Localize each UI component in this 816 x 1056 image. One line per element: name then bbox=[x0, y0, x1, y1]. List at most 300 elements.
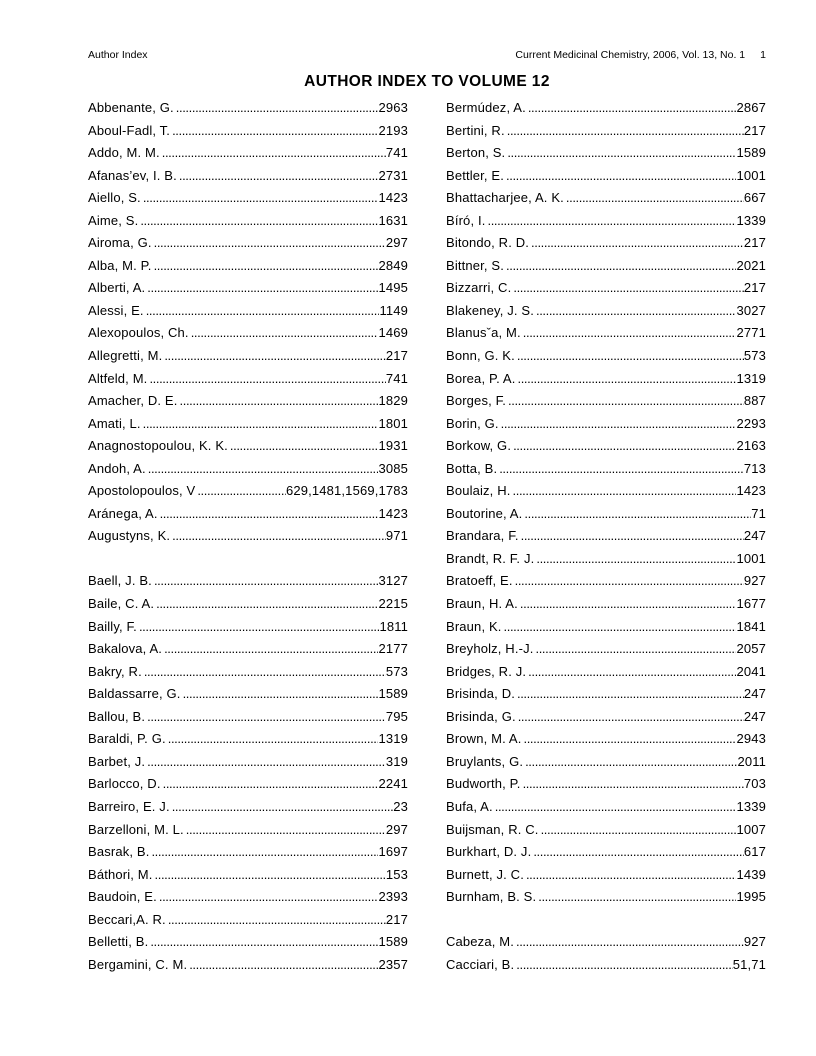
index-entry bbox=[88, 438, 408, 461]
page-numbers: 2771 bbox=[736, 325, 766, 341]
author-name: Bridges, R. J. bbox=[446, 663, 527, 679]
dot-leader bbox=[501, 416, 737, 431]
page-numbers: 2943 bbox=[736, 731, 766, 747]
author-name: Barlocco, D. bbox=[88, 776, 161, 792]
index-entry bbox=[88, 957, 408, 980]
dot-leader bbox=[150, 934, 378, 949]
index-entry bbox=[88, 280, 408, 303]
index-entry bbox=[88, 799, 408, 822]
dot-leader bbox=[155, 867, 386, 882]
index-entry bbox=[446, 506, 766, 529]
page-numbers: 247 bbox=[743, 528, 766, 544]
page-numbers: 1319 bbox=[378, 731, 408, 747]
author-name: Brandara, F. bbox=[446, 528, 519, 544]
dot-leader bbox=[143, 190, 379, 205]
index-entry bbox=[446, 483, 766, 506]
index-entry bbox=[88, 528, 408, 551]
author-name: Bergamini, C. M. bbox=[88, 956, 188, 972]
page-numbers: 1423 bbox=[378, 505, 408, 521]
index-entry bbox=[88, 190, 408, 213]
dot-leader bbox=[168, 731, 379, 746]
dot-leader bbox=[515, 573, 744, 588]
page-numbers: 927 bbox=[743, 934, 766, 950]
dot-leader bbox=[499, 461, 744, 476]
page-numbers: 2357 bbox=[378, 956, 408, 972]
author-name: Bitondo, R. D. bbox=[446, 235, 530, 251]
author-name: Braun, H. A. bbox=[446, 596, 518, 612]
index-entry bbox=[446, 145, 766, 168]
author-name: Bertini, R. bbox=[446, 122, 505, 138]
author-name: Allegretti, M. bbox=[88, 348, 163, 364]
page-number: 1 bbox=[760, 49, 766, 61]
author-name: Borin, G. bbox=[446, 415, 499, 431]
author-name: Bailly, F. bbox=[88, 618, 137, 634]
index-entry bbox=[88, 822, 408, 845]
dot-leader bbox=[528, 100, 737, 115]
index-entry bbox=[88, 325, 408, 348]
author-name: Baile, C. A. bbox=[88, 596, 155, 612]
page-numbers: 247 bbox=[743, 708, 766, 724]
author-name: Boutorine, A. bbox=[446, 505, 523, 521]
page-numbers: 2963 bbox=[378, 100, 408, 115]
author-name: Brisinda, D. bbox=[446, 686, 515, 702]
dot-leader bbox=[516, 934, 744, 949]
dot-leader bbox=[164, 641, 378, 656]
page-numbers: 1319 bbox=[736, 370, 766, 386]
dot-leader bbox=[508, 393, 744, 408]
page-numbers: 1339 bbox=[736, 212, 766, 228]
dot-leader bbox=[518, 709, 744, 724]
index-entry bbox=[446, 303, 766, 326]
dot-leader bbox=[517, 686, 744, 701]
author-name: Aránega, A. bbox=[88, 505, 158, 521]
author-name: Bakalova, A. bbox=[88, 641, 163, 657]
index-entry bbox=[88, 596, 408, 619]
index-entry bbox=[88, 145, 408, 168]
page-numbers: 2057 bbox=[736, 641, 766, 657]
index-entry bbox=[88, 619, 408, 642]
index-entry bbox=[88, 731, 408, 754]
index-entry bbox=[88, 754, 408, 777]
index-entry bbox=[446, 776, 766, 799]
index-entry bbox=[446, 709, 766, 732]
author-name: Beccari,A. R. bbox=[88, 911, 166, 927]
page-numbers: 217 bbox=[743, 235, 766, 251]
dot-leader bbox=[168, 912, 386, 927]
author-name: Alexopoulos, Ch. bbox=[88, 325, 189, 341]
page-numbers: 1001 bbox=[736, 550, 766, 566]
page-numbers: 2041 bbox=[736, 663, 766, 679]
index-entry bbox=[446, 934, 766, 957]
author-name: Budworth, P. bbox=[446, 776, 521, 792]
page-numbers: 23 bbox=[393, 798, 408, 814]
page-numbers: 319 bbox=[385, 753, 408, 769]
dot-leader bbox=[197, 483, 286, 498]
index-entry bbox=[446, 393, 766, 416]
index-column-left bbox=[88, 100, 408, 979]
author-name: Bizzarri, C. bbox=[446, 280, 512, 296]
page-numbers: 573 bbox=[743, 348, 766, 364]
author-name: Airoma, G. bbox=[88, 235, 152, 251]
index-entry bbox=[88, 393, 408, 416]
author-name: Barbet, J. bbox=[88, 753, 146, 769]
author-name: Bhattacharjee, A. K. bbox=[446, 190, 564, 206]
dot-leader bbox=[506, 258, 736, 273]
page-numbers: 2021 bbox=[736, 257, 766, 273]
author-name: Botta, B. bbox=[446, 460, 498, 476]
dot-leader bbox=[156, 596, 378, 611]
page-numbers: 573 bbox=[385, 663, 408, 679]
author-name: Burnett, J. C. bbox=[446, 866, 524, 882]
page-numbers: 71 bbox=[751, 505, 766, 521]
page-numbers: 1495 bbox=[378, 280, 408, 296]
dot-leader bbox=[140, 213, 378, 228]
dot-leader bbox=[172, 799, 394, 814]
page-numbers: 2849 bbox=[378, 257, 408, 273]
journal-citation: Current Medicinal Chemistry, 2006, Vol. 13, No. 1 bbox=[515, 49, 746, 61]
dot-leader bbox=[538, 889, 736, 904]
dot-leader bbox=[521, 528, 744, 543]
index-entry bbox=[88, 709, 408, 732]
dot-leader bbox=[172, 528, 386, 543]
dot-leader bbox=[513, 438, 736, 453]
index-entry bbox=[446, 731, 766, 754]
author-name: Altfeld, M. bbox=[88, 370, 148, 386]
author-name: Andoh, A. bbox=[88, 460, 146, 476]
dot-leader bbox=[516, 957, 732, 972]
page-numbers: 247 bbox=[743, 686, 766, 702]
author-name: Bufa, A. bbox=[446, 798, 493, 814]
dot-leader bbox=[143, 416, 379, 431]
author-name: Barzelloni, M. L. bbox=[88, 821, 184, 837]
author-name: Baraldi, P. G. bbox=[88, 731, 166, 747]
page-numbers: 795 bbox=[385, 708, 408, 724]
dot-leader bbox=[191, 325, 379, 340]
index-columns bbox=[88, 100, 766, 979]
dot-leader bbox=[520, 596, 737, 611]
page-numbers: 3127 bbox=[378, 573, 408, 589]
page-numbers: 2193 bbox=[378, 122, 408, 138]
dot-leader bbox=[525, 754, 737, 769]
dot-leader bbox=[163, 776, 379, 791]
index-entry bbox=[88, 573, 408, 596]
author-name: Baldassarre, G. bbox=[88, 686, 181, 702]
dot-leader bbox=[513, 280, 744, 295]
index-entry bbox=[88, 235, 408, 258]
author-name: Afanas’ev, I. B. bbox=[88, 167, 177, 183]
dot-leader bbox=[541, 822, 737, 837]
dot-leader bbox=[536, 551, 736, 566]
index-entry bbox=[446, 190, 766, 213]
page-numbers: 217 bbox=[743, 280, 766, 296]
index-entry bbox=[446, 280, 766, 303]
page-numbers: 887 bbox=[743, 393, 766, 409]
dot-leader bbox=[147, 280, 378, 295]
author-name: Addo, M. M. bbox=[88, 145, 160, 161]
index-entry bbox=[88, 100, 408, 123]
index-spacer-row bbox=[446, 912, 766, 935]
index-entry bbox=[446, 596, 766, 619]
dot-leader bbox=[523, 325, 737, 340]
author-name: Borkow, G. bbox=[446, 438, 512, 454]
author-name: Anagnostopoulou, K. K. bbox=[88, 438, 228, 454]
page-numbers: 1841 bbox=[736, 618, 766, 634]
index-entry bbox=[88, 844, 408, 867]
index-entry bbox=[88, 258, 408, 281]
index-entry bbox=[88, 483, 408, 506]
page-numbers: 1589 bbox=[736, 145, 766, 161]
page-numbers: 1589 bbox=[378, 934, 408, 950]
dot-leader bbox=[523, 776, 744, 791]
index-entry bbox=[446, 235, 766, 258]
page-numbers: 1439 bbox=[736, 866, 766, 882]
author-name: Boulaiz, H. bbox=[446, 483, 511, 499]
index-entry bbox=[446, 371, 766, 394]
index-entry bbox=[446, 168, 766, 191]
index-spacer-row bbox=[88, 551, 408, 574]
page-numbers: 667 bbox=[743, 190, 766, 206]
index-entry bbox=[88, 123, 408, 146]
author-name: Cacciari, B. bbox=[446, 956, 515, 972]
index-entry bbox=[88, 686, 408, 709]
page-numbers: 1801 bbox=[378, 415, 408, 431]
index-entry bbox=[446, 213, 766, 236]
index-entry bbox=[446, 619, 766, 642]
author-name: Blakeney, J. S. bbox=[446, 302, 534, 318]
page-numbers: 1677 bbox=[736, 596, 766, 612]
page-numbers: 3085 bbox=[378, 460, 408, 476]
page-numbers: 217 bbox=[743, 122, 766, 138]
dot-leader bbox=[180, 393, 379, 408]
index-entry bbox=[446, 528, 766, 551]
dot-leader bbox=[154, 573, 379, 588]
author-name: Basrak, B. bbox=[88, 844, 150, 860]
author-name: Alba, M. P. bbox=[88, 257, 152, 273]
author-name: Brandt, R. F. J. bbox=[446, 550, 535, 566]
author-name: Bettler, E. bbox=[446, 167, 505, 183]
index-entry bbox=[446, 123, 766, 146]
index-entry bbox=[446, 325, 766, 348]
author-name: Breyholz, H.-J. bbox=[446, 641, 534, 657]
page-numbers: 1931 bbox=[378, 438, 408, 454]
page-numbers: 1469 bbox=[378, 325, 408, 341]
page-numbers: 1001 bbox=[736, 167, 766, 183]
index-entry bbox=[88, 416, 408, 439]
dot-leader bbox=[533, 844, 744, 859]
page-numbers: 1339 bbox=[736, 798, 766, 814]
index-entry bbox=[446, 438, 766, 461]
author-name: Aiello, S. bbox=[88, 190, 141, 206]
dot-leader bbox=[518, 371, 737, 386]
dot-leader bbox=[139, 619, 380, 634]
author-name: Alberti, A. bbox=[88, 280, 146, 296]
index-entry bbox=[88, 641, 408, 664]
dot-leader bbox=[566, 190, 744, 205]
dot-leader bbox=[164, 348, 386, 363]
page-numbers: 713 bbox=[743, 460, 766, 476]
author-name: Borges, F. bbox=[446, 393, 507, 409]
author-name: Alessi, E. bbox=[88, 302, 144, 318]
dot-leader bbox=[536, 641, 737, 656]
page-numbers: 2011 bbox=[737, 753, 766, 769]
page-numbers: 741 bbox=[385, 370, 408, 386]
author-name: Brown, M. A. bbox=[446, 731, 522, 747]
dot-leader bbox=[488, 213, 737, 228]
page-numbers: 1149 bbox=[379, 302, 408, 318]
dot-leader bbox=[160, 506, 379, 521]
index-entry bbox=[446, 348, 766, 371]
index-entry bbox=[446, 641, 766, 664]
index-entry bbox=[88, 867, 408, 890]
page-numbers: 2163 bbox=[736, 438, 766, 454]
author-name: Braun, K. bbox=[446, 618, 502, 634]
author-name: Augustyns, K. bbox=[88, 528, 171, 544]
page-numbers: 1697 bbox=[378, 844, 408, 860]
index-entry bbox=[446, 957, 766, 980]
index-entry bbox=[88, 461, 408, 484]
dot-leader bbox=[146, 303, 380, 318]
page-numbers: 629,1481,1569,1783 bbox=[286, 483, 408, 499]
index-entry bbox=[88, 912, 408, 935]
index-entry bbox=[88, 889, 408, 912]
page-numbers: 2393 bbox=[378, 889, 408, 905]
dot-leader bbox=[183, 686, 379, 701]
author-name: Apostolopoulos, V bbox=[88, 483, 196, 499]
author-name: Baudoin, E. bbox=[88, 889, 157, 905]
page-numbers: 297 bbox=[385, 821, 408, 837]
page-numbers: 1631 bbox=[378, 212, 408, 228]
page-title: AUTHOR INDEX TO VOLUME 12 bbox=[304, 73, 550, 90]
dot-leader bbox=[151, 844, 378, 859]
page-numbers: 217 bbox=[385, 911, 408, 927]
dot-leader bbox=[517, 348, 744, 363]
dot-leader bbox=[148, 461, 379, 476]
author-name: Borea, P. A. bbox=[446, 370, 516, 386]
index-entry bbox=[446, 551, 766, 574]
dot-leader bbox=[154, 258, 379, 273]
author-name: Brisinda, G. bbox=[446, 708, 516, 724]
dot-leader bbox=[159, 889, 379, 904]
dot-leader bbox=[524, 506, 751, 521]
dot-leader bbox=[495, 799, 737, 814]
author-name: Bonn, G. K. bbox=[446, 348, 515, 364]
index-entry bbox=[88, 168, 408, 191]
dot-leader bbox=[186, 822, 386, 837]
page-numbers: 2293 bbox=[736, 415, 766, 431]
page-numbers: 1423 bbox=[736, 483, 766, 499]
dot-leader bbox=[144, 664, 386, 679]
author-name: Buijsman, R. C. bbox=[446, 821, 539, 837]
index-entry bbox=[446, 100, 766, 123]
page-numbers: 2241 bbox=[378, 776, 408, 792]
author-name: Báthori, M. bbox=[88, 866, 153, 882]
index-entry bbox=[446, 754, 766, 777]
dot-leader bbox=[189, 957, 378, 972]
dot-leader bbox=[162, 145, 386, 160]
author-name: Ballou, B. bbox=[88, 708, 146, 724]
page-numbers: 51,71 bbox=[732, 956, 766, 972]
page-numbers: 297 bbox=[385, 235, 408, 251]
index-entry bbox=[88, 348, 408, 371]
page-numbers: 703 bbox=[743, 776, 766, 792]
author-name: Baell, J. B. bbox=[88, 573, 152, 589]
author-name: Bittner, S. bbox=[446, 257, 505, 273]
index-entry bbox=[446, 867, 766, 890]
dot-leader bbox=[179, 168, 379, 183]
page-numbers: 1423 bbox=[378, 190, 408, 206]
dot-leader bbox=[172, 123, 378, 138]
dot-leader bbox=[536, 303, 736, 318]
index-entry bbox=[88, 664, 408, 687]
index-entry bbox=[88, 371, 408, 394]
page-numbers: 2731 bbox=[378, 167, 408, 183]
dot-leader bbox=[524, 731, 737, 746]
page-numbers: 2867 bbox=[736, 100, 766, 115]
page-numbers: 153 bbox=[385, 866, 408, 882]
running-header-left: Author Index bbox=[88, 49, 148, 61]
running-header-right bbox=[515, 49, 766, 62]
dot-leader bbox=[504, 619, 737, 634]
index-entry bbox=[446, 258, 766, 281]
index-entry bbox=[446, 686, 766, 709]
author-name: Blanusˇa, M. bbox=[446, 325, 521, 341]
author-name: Belletti, B. bbox=[88, 934, 149, 950]
page-numbers: 927 bbox=[743, 573, 766, 589]
dot-leader bbox=[230, 438, 379, 453]
dot-leader bbox=[526, 867, 737, 882]
page-numbers: 217 bbox=[385, 348, 408, 364]
index-entry bbox=[88, 213, 408, 236]
page-numbers: 1829 bbox=[378, 393, 408, 409]
index-entry bbox=[446, 416, 766, 439]
author-name: Bíró, I. bbox=[446, 212, 486, 228]
dot-leader bbox=[507, 123, 744, 138]
author-name: Aime, S. bbox=[88, 212, 139, 228]
running-header bbox=[88, 49, 766, 62]
dot-leader bbox=[528, 664, 736, 679]
page-numbers: 3027 bbox=[736, 302, 766, 318]
author-name: Burnham, B. S. bbox=[446, 889, 537, 905]
author-name: Amati, L. bbox=[88, 415, 141, 431]
page-numbers: 2215 bbox=[378, 596, 408, 612]
index-entry bbox=[446, 844, 766, 867]
dot-leader bbox=[506, 168, 736, 183]
author-name: Cabeza, M. bbox=[446, 934, 514, 950]
author-name: Bruylants, G. bbox=[446, 753, 524, 769]
index-entry bbox=[446, 889, 766, 912]
author-name: Berton, S. bbox=[446, 145, 506, 161]
page-numbers: 1007 bbox=[736, 821, 766, 837]
dot-leader bbox=[149, 371, 385, 386]
index-entry bbox=[88, 934, 408, 957]
author-name: Abbenante, G. bbox=[88, 100, 174, 115]
author-name: Amacher, D. E. bbox=[88, 393, 178, 409]
page-numbers: 741 bbox=[385, 145, 408, 161]
page-numbers: 1589 bbox=[378, 686, 408, 702]
index-entry bbox=[446, 822, 766, 845]
dot-leader bbox=[176, 100, 379, 115]
index-entry bbox=[88, 506, 408, 529]
index-column-right bbox=[446, 100, 766, 979]
dot-leader bbox=[154, 235, 386, 250]
page-numbers: 1811 bbox=[379, 618, 408, 634]
index-entry bbox=[446, 664, 766, 687]
index-entry bbox=[446, 799, 766, 822]
author-name: Barreiro, E. J. bbox=[88, 798, 170, 814]
page-numbers: 1995 bbox=[736, 889, 766, 905]
page-numbers: 617 bbox=[743, 844, 766, 860]
author-name: Bratoeff, E. bbox=[446, 573, 513, 589]
